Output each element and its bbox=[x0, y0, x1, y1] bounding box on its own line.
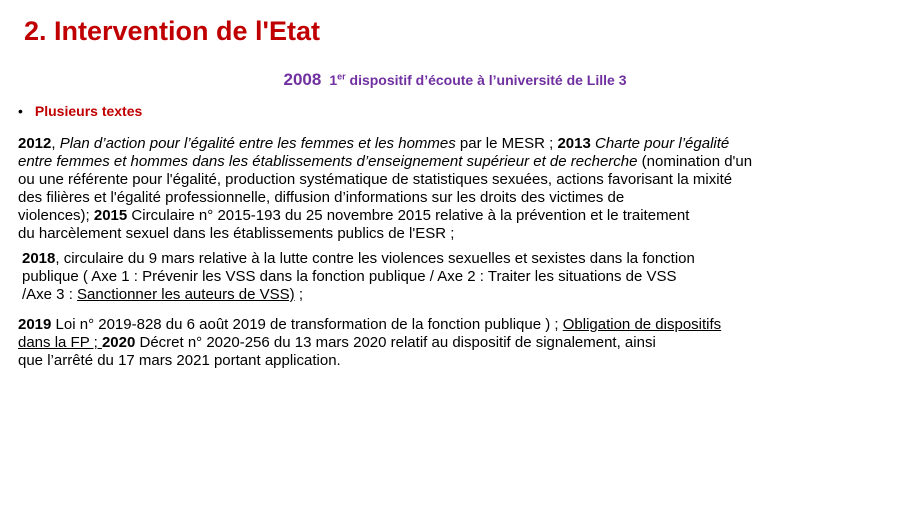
year-2020: 2020 bbox=[101, 334, 136, 351]
text-run: Loi n° 2019-828 du 6 août 2019 de transformation de la fonction publique ) ; bbox=[51, 316, 563, 333]
text-line bbox=[22, 250, 892, 268]
subtitle-year: 2008 bbox=[283, 70, 322, 89]
text-line bbox=[18, 316, 888, 334]
slide-title: 2. Intervention de l'Etat bbox=[24, 16, 320, 46]
plan-action-title: Plan d’action pour l’égalité entre les femmes et les hommes bbox=[59, 135, 456, 152]
underlined-text: Sanctionner les auteurs de VSS) bbox=[77, 286, 295, 303]
text-line bbox=[18, 334, 888, 352]
charte-title: Charte pour l’égalité bbox=[590, 135, 730, 152]
text-run: Décret n° 2020-256 du 13 mars 2020 relatif au dispositif de signalement, ainsi bbox=[135, 334, 656, 351]
year-2013: 2013 bbox=[557, 135, 591, 152]
year-2015: 2015 bbox=[93, 207, 128, 224]
text-run: Circulaire n° 2015-193 du 25 novembre 2015 relative à la prévention et le traitement bbox=[127, 207, 690, 224]
paragraph-2019-2020 bbox=[18, 316, 888, 370]
text-run: , bbox=[51, 135, 60, 152]
subtitle-text: dispositif d’écoute à l’université de Lille 3 bbox=[345, 72, 627, 88]
text-line bbox=[18, 207, 888, 225]
text-line: des filières et l'égalité professionnelle, diffusion d’informations sur les droits des victimes de bbox=[18, 189, 625, 206]
text-run: par le MESR ; bbox=[455, 135, 558, 152]
year-2018: 2018 bbox=[22, 250, 56, 267]
underlined-text: dans la FP ; bbox=[18, 334, 102, 351]
text-line: ou une référente pour l'égalité, production systématique de statistiques sexuées, actions favorisant la mixité bbox=[18, 171, 733, 188]
bullet-icon: • bbox=[18, 103, 23, 119]
text-run: ; bbox=[294, 286, 303, 303]
year-2019: 2019 bbox=[18, 316, 52, 333]
text-line bbox=[18, 135, 888, 153]
subtitle-ordinal-number: 1 bbox=[329, 72, 338, 88]
text-line bbox=[22, 286, 892, 304]
text-run: , circulaire du 9 mars relative à la lutte contre les violences sexuelles et sexistes dans la fonction bbox=[55, 250, 695, 267]
text-run: /Axe 3 : bbox=[22, 286, 78, 303]
underlined-text: Obligation de dispositifs bbox=[562, 316, 722, 333]
paragraph-2018 bbox=[22, 250, 892, 304]
paragraph-2012-2015 bbox=[18, 135, 888, 243]
bullet-text: Plusieurs textes bbox=[34, 103, 143, 119]
bullet-item bbox=[18, 103, 142, 119]
text-line: du harcèlement sexuel dans les établissements publics de l'ESR ; bbox=[18, 225, 455, 242]
text-line bbox=[18, 153, 888, 171]
subtitle-ordinal-suffix: er bbox=[337, 71, 346, 82]
text-run: violences); bbox=[18, 207, 94, 224]
text-line: que l’arrêté du 17 mars 2021 portant application. bbox=[18, 352, 341, 369]
text-run: (nomination d'un bbox=[637, 153, 753, 170]
charte-title-cont: entre femmes et hommes dans les établissements d’enseignement supérieur et de recherche bbox=[18, 153, 638, 170]
subtitle bbox=[0, 70, 910, 90]
text-line: publique ( Axe 1 : Prévenir les VSS dans la fonction publique / Axe 2 : Traiter les situations de VSS bbox=[22, 268, 677, 285]
year-2012: 2012 bbox=[18, 135, 52, 152]
